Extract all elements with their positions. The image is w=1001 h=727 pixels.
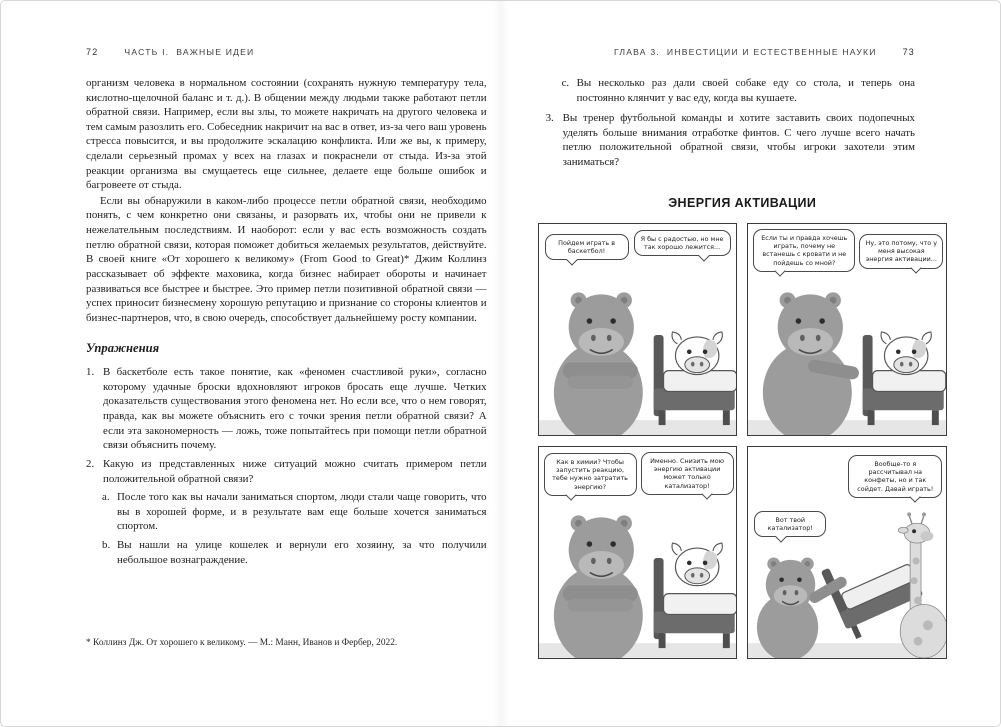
comic-title: ЭНЕРГИЯ АКТИВАЦИИ bbox=[668, 195, 817, 210]
hippo-character bbox=[553, 292, 642, 435]
section-heading: Упражнения bbox=[86, 341, 160, 356]
sub-item bbox=[102, 490, 487, 534]
page-number: 72 bbox=[86, 47, 99, 57]
page-header bbox=[86, 47, 487, 57]
item-text: Вы несколько раз дали своей собаке еду со стола, и теперь она постоянно клянчит у вас еду, когда вы кушаете. bbox=[576, 77, 915, 104]
footnote: * Коллинз Дж. От хорошего к великому. — М.: Манн, Иванов и Фербер, 2022. bbox=[86, 638, 398, 648]
speech-bubble: Вот твой катализатор! bbox=[754, 511, 826, 538]
comic-grid bbox=[538, 223, 947, 659]
item-text: После того как вы начали заниматься спортом, люди стали чаще говорить, что вы в хорошей форме, и в результате вам еще больше хочется заниматься спортом. bbox=[117, 491, 487, 533]
speech-bubble: Вообще-то я рассчитывал на конфеты, но и так сойдет. Давай играть! bbox=[848, 455, 942, 498]
running-head-label: ЧАСТЬ I. bbox=[124, 47, 170, 57]
comic-panel bbox=[747, 223, 947, 436]
running-head-title: ИНВЕСТИЦИИ И ЕСТЕСТВЕННЫЕ НАУКИ bbox=[666, 47, 877, 57]
speech-bubble: Пойдем играть в баскетбол! bbox=[545, 234, 629, 261]
hippo-character bbox=[553, 515, 642, 658]
item-number: 2. bbox=[86, 457, 95, 470]
comic-panel bbox=[538, 446, 738, 659]
page-number: 73 bbox=[902, 47, 915, 57]
speech-bubble: Ну, это потому, что у меня высокая энергия активации... bbox=[859, 234, 943, 269]
sub-item bbox=[102, 538, 487, 567]
running-head-title: ВАЖНЫЕ ИДЕИ bbox=[176, 47, 255, 57]
speech-bubble: Я бы с радостью, но мне так хорошо лежится... bbox=[634, 230, 731, 257]
exercise-item bbox=[86, 365, 487, 453]
item-text: Какую из представленных ниже ситуаций можно считать примером петли положительной обратной связи? bbox=[103, 457, 487, 485]
item-number: b. bbox=[102, 538, 111, 551]
page-header bbox=[546, 47, 915, 57]
item-number: a. bbox=[102, 491, 110, 504]
cow-character bbox=[881, 332, 931, 375]
item-number: 3. bbox=[545, 112, 554, 125]
right-page bbox=[501, 1, 1000, 726]
item-text: Вы тренер футбольной команды и хотите заставить своих подопечных уделять больше внимания отработке финтов. С чего лучше всего начать петлю положительной обратной связи, чтобы игроки захотели этим заниматься? bbox=[562, 112, 915, 169]
speech-bubble: Как в химии? Чтобы запустить реакцию, тебе нужно затратить энергию? bbox=[544, 453, 637, 496]
left-page bbox=[1, 1, 501, 726]
page-body bbox=[546, 76, 915, 170]
item-number: c. bbox=[561, 77, 570, 89]
comic-panel bbox=[747, 446, 947, 659]
hippo-character bbox=[763, 292, 860, 435]
speech-bubble: Именно. Снизить мою энергию активации может только катализатор! bbox=[641, 452, 734, 495]
exercise-item bbox=[86, 457, 487, 486]
item-text: В баскетболе есть такое понятие, как «феномен счастливой руки», согласно которому удачные броски вдохновляют игроков бросать еще лучше. Четких доказательств существования этого феномена нет. Но если все, что о нем говорят, правда, как вы можете объяснить его с точки зрения петли обратной связи? А если эта закономерность — ложь, тоже попытайтесь при помощи петли обратной связи объяснить почему. bbox=[103, 366, 487, 452]
speech-bubble: Если ты и правда хочешь играть, почему не встанешь с кровати и не пойдешь со мной? bbox=[753, 229, 855, 272]
running-head-label: ГЛАВА 3. bbox=[614, 47, 660, 57]
body-paragraph: Если вы обнаружили в каком-либо процессе петли обратной связи, необходимо понять, с чем конкретно они связаны, и разорвать их, чтобы они не привели к нежелательным последствиям. И наоборот: если у вас есть возможность создать петлю обратной связи, которая поможет добиться желаемых результатов, действуйте. В своей книге «От хорошего к великому» (From Good to Great)* Джим Коллинз рассказывает об эффекте маховика, когда бизнес набирает обороты и начинает развиваться все быстрее и быстрее. Это пример петли позитивной обратной связи — успех приносит бизнесмену хорошую репутацию и признание со стороны клиентов и бизнес-партнеров, что, в свою очередь, способствует дальнейшему росту компании. bbox=[86, 194, 487, 324]
cow-character bbox=[672, 543, 722, 586]
exercise-item bbox=[546, 111, 915, 169]
page-body bbox=[86, 57, 487, 567]
item-text: Вы нашли на улице кошелек и вернули его хозяину, за что получили небольшое вознаграждение. bbox=[117, 538, 487, 566]
cow-character bbox=[672, 332, 722, 375]
hippo-character bbox=[757, 557, 849, 658]
body-paragraph: организм человека в нормальном состоянии (сохранять нужную температуру тела, кислотно-щелочной баланс и т. д.). В общении между людьми также работают петли обратной связи. Например, если вы злы, то можете накричать на другого человека и тем самым разозлить его. Собеседник накричит на вас в ответ, из-за чего ваш уровень стресса повысится, и вы продолжите эскалацию конфликта. Или же вы, к примеру, сделали серьезный промах у всех на глазах и покраснели от стыда. Из-за этой реакции организма вы смущаетесь еще сильнее, делаете еще больше ошибок и багровеете от стыда. bbox=[86, 77, 487, 192]
comic-panel bbox=[538, 223, 738, 436]
item-number: 1. bbox=[86, 366, 95, 379]
sub-item bbox=[562, 76, 915, 105]
